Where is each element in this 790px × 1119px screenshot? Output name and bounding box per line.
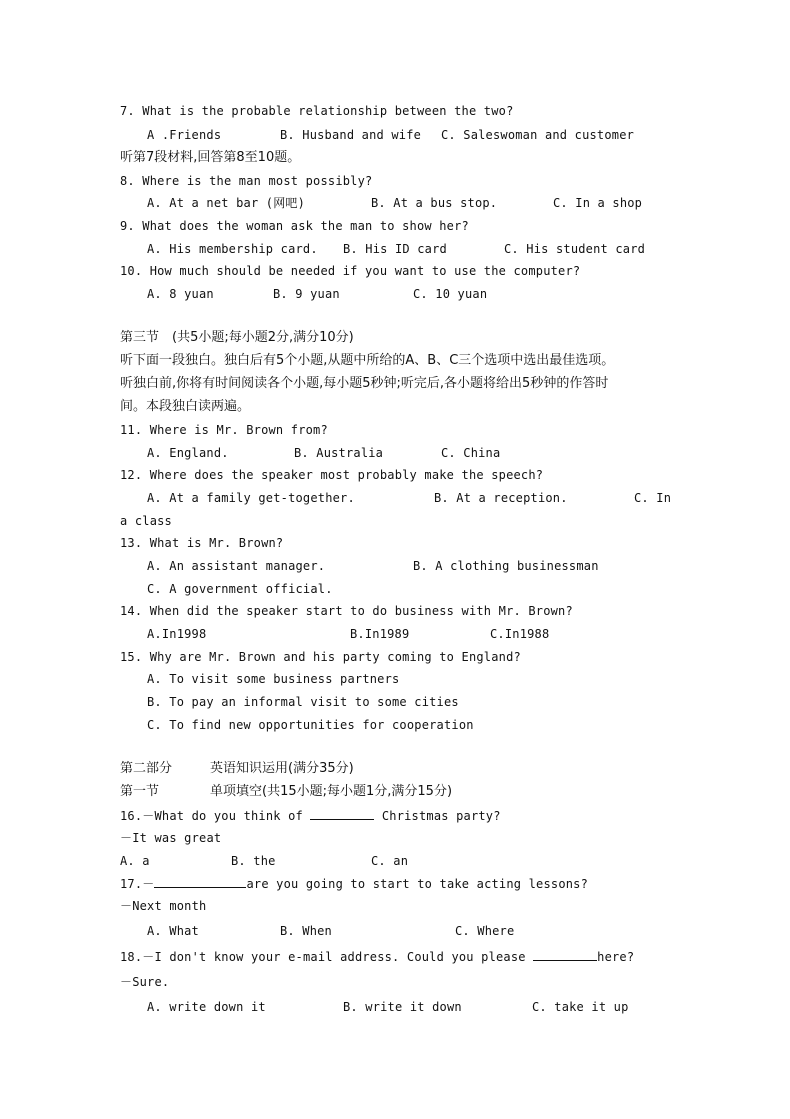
question-7: 7. What is the probable relationship between the two? [120,104,514,118]
q11-option-b: B. Australia [294,446,384,460]
question-16 [120,807,501,824]
question-14: 14. When did the speaker start to do business with Mr. Brown? [120,604,573,618]
q16-text-pre: 16.－What do you think of [120,809,303,823]
q16-option-c: C. an [371,854,409,868]
q12-option-b: B. At a reception. [434,491,568,505]
q10-option-a: A. 8 yuan [147,287,214,301]
section3-instruction-1: 听下面一段独白。独白后有5个小题,从题中所给的A、B、C三个选项中选出最佳选项。 [120,353,615,368]
q17-answer-blank [154,875,246,888]
q16-text-post: Christmas party? [381,809,501,823]
q14-option-c: C.In1988 [490,627,550,641]
q18-option-b: B. write it down [343,1000,462,1014]
q15-option-a: A. To visit some business partners [147,672,400,686]
q16-answer-blank [310,807,374,820]
q13-option-c: C. A government official. [147,582,333,596]
q16-option-a: A. a [120,854,150,868]
q12-option-a: A. At a family get-together. [147,491,355,505]
question-12: 12. Where does the speaker most probably make the speech? [120,468,544,482]
question-13: 13. What is Mr. Brown? [120,536,284,550]
q13-option-b: B. A clothing businessman [413,559,599,573]
section7-instruction: 听第7段材料,回答第8至10题。 [120,150,301,165]
q16-option-b: B. the [231,854,276,868]
q14-option-b: B.In1989 [350,627,410,641]
section1-label: 第一节 [120,784,160,799]
q14-option-a: A.In1998 [147,627,207,641]
q18-reply: －Sure. [120,975,170,989]
q17-option-b: B. When [280,924,332,938]
q7-option-b: B. Husband and wife [280,128,422,142]
q15-option-c: C. To find new opportunities for cooperation [147,718,474,732]
q11-option-c: C. China [441,446,501,460]
q10-option-b: B. 9 yuan [273,287,340,301]
question-18 [120,948,634,965]
section1-title: 单项填空(共15小题;每小题1分,满分15分) [210,784,453,799]
q17-reply: －Next month [120,899,207,913]
q17-text-post: are you going to start to take acting lessons? [246,877,589,891]
q9-option-b: B. His ID card [343,242,447,256]
q17-text-pre: 17.－ [120,877,155,891]
question-10: 10. How much should be needed if you want to use the computer? [120,264,581,278]
q13-option-a: A. An assistant manager. [147,559,326,573]
q11-option-a: A. England. [147,446,229,460]
q12-option-c-part1: C. In [634,491,672,505]
q7-option-c: C. Saleswoman and customer [441,128,635,142]
question-17 [120,875,588,892]
part2-label: 第二部分 [120,761,173,776]
section3-instruction-3: 间。本段独白读两遍。 [120,399,251,414]
q12-option-c-part2: a class [120,514,172,528]
section3-heading: 第三节 (共5小题;每小题2分,满分10分) [120,330,354,345]
q8-option-c: C. In a shop [553,196,643,210]
q15-option-b: B. To pay an informal visit to some cities [147,695,459,709]
q18-text-post: here? [597,950,635,964]
question-8: 8. Where is the man most possibly? [120,174,373,188]
q18-text-pre: 18.－I don't know your e-mail address. Could you please [120,950,526,964]
q18-answer-blank [533,948,597,961]
q10-option-c: C. 10 yuan [413,287,488,301]
q9-option-a: A. His membership card. [147,242,318,256]
q7-option-a: A .Friends [147,128,222,142]
q17-option-c: C. Where [455,924,515,938]
question-15: 15. Why are Mr. Brown and his party coming to England? [120,650,521,664]
question-9: 9. What does the woman ask the man to show her? [120,219,469,233]
q17-option-a: A. What [147,924,199,938]
q8-option-a: A. At a net bar (网吧) [147,196,306,210]
q8-option-b: B. At a bus stop. [371,196,498,210]
section3-instruction-2: 听独白前,你将有时间阅读各个小题,每小题5秒钟;听完后,各小题将给出5秒钟的作答时 [120,376,609,391]
part2-title: 英语知识运用(满分35分) [210,761,354,776]
q9-option-c: C. His student card [504,242,646,256]
question-11: 11. Where is Mr. Brown from? [120,423,328,437]
q18-option-c: C. take it up [532,1000,629,1014]
q16-reply: －It was great [120,831,222,845]
q18-option-a: A. write down it [147,1000,266,1014]
